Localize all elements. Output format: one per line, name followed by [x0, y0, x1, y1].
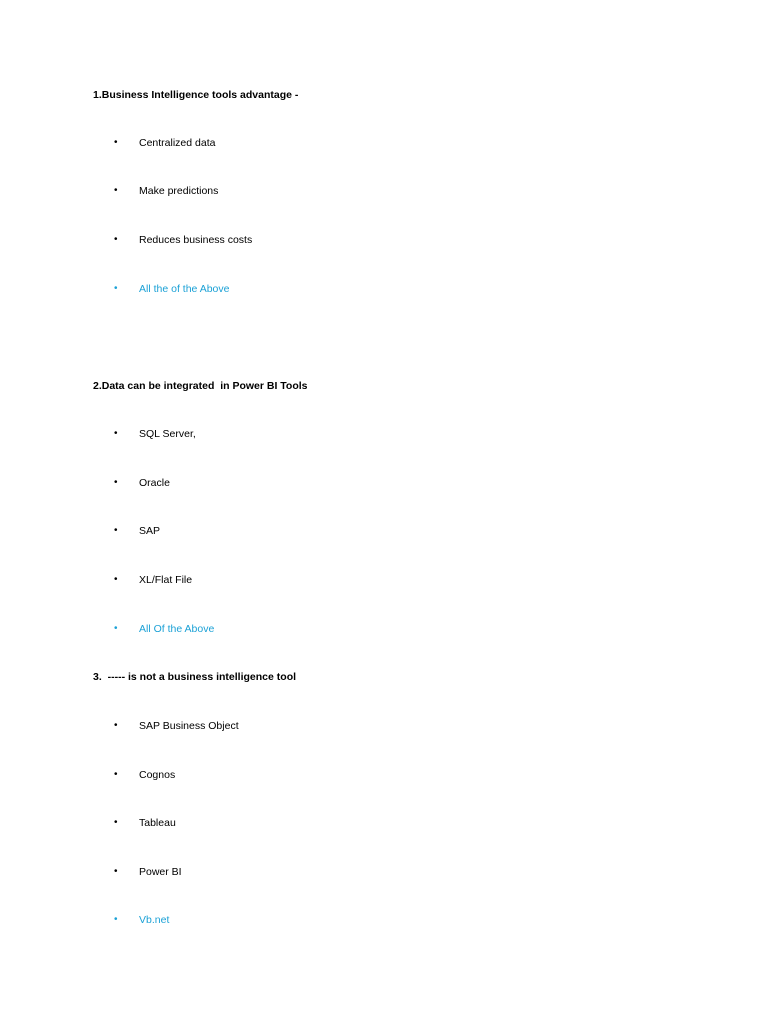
bullet-icon: • — [114, 137, 118, 148]
option-text: SQL Server, — [139, 428, 196, 440]
option-text: Oracle — [139, 477, 170, 489]
bullet-icon: • — [114, 574, 118, 585]
option-text: XL/Flat File — [139, 574, 193, 586]
bullet-icon: • — [114, 525, 118, 536]
option-text: Centralized data — [139, 137, 216, 149]
bullet-icon: • — [114, 914, 118, 925]
bullet-icon: • — [114, 720, 118, 731]
option-text: Power BI — [139, 866, 182, 878]
bullet-icon: • — [114, 477, 118, 488]
bullet-icon: • — [114, 185, 118, 196]
option-text: SAP Business Object — [139, 720, 239, 732]
bullet-icon: • — [114, 866, 118, 877]
option-text: Reduces business costs — [139, 234, 253, 246]
option-text: Cognos — [139, 769, 176, 781]
question-1-title: 1.Business Intelligence tools advantage - — [93, 89, 299, 101]
bullet-icon: • — [114, 283, 118, 294]
option-text: SAP — [139, 525, 161, 537]
bullet-icon: • — [114, 428, 118, 439]
bullet-icon: • — [114, 817, 118, 828]
answer-text: All Of the Above — [139, 623, 215, 635]
option-text: Tableau — [139, 817, 176, 829]
answer-text: Vb.net — [139, 914, 170, 926]
bullet-icon: • — [114, 234, 118, 245]
question-2-title: 2.Data can be integrated in Power BI Tools — [93, 380, 308, 392]
bullet-icon: • — [114, 623, 118, 634]
option-text: Make predictions — [139, 185, 219, 197]
bullet-icon: • — [114, 769, 118, 780]
question-3-title: 3. ----- is not a business intelligence tool — [93, 671, 297, 683]
answer-text: All the of the Above — [139, 283, 230, 295]
